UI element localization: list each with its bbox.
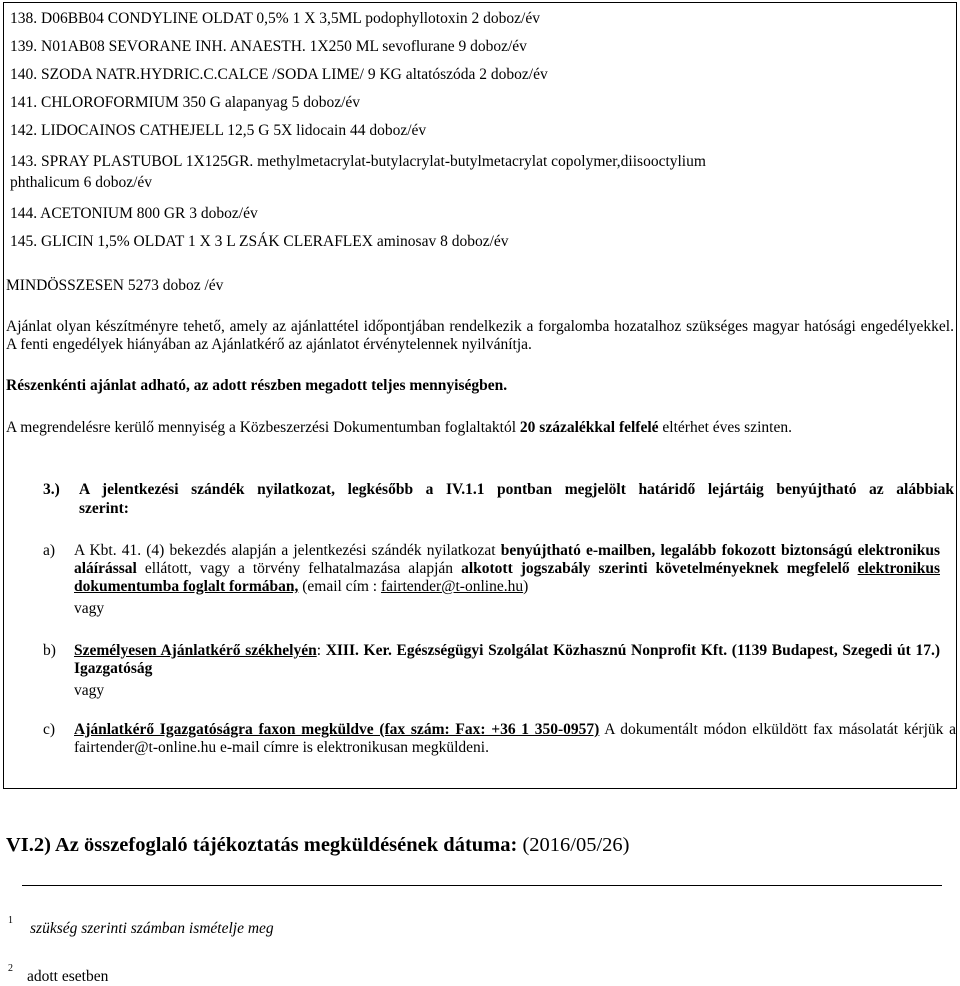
section-number: 3.) [43,481,60,498]
list-item: 145. GLICIN 1,5% OLDAT 1 X 3 L ZSÁK CLERAFLEX aminosav 8 doboz/év [10,233,509,250]
offer-paragraph: Ajánlat olyan készítményre tehető, amely az ajánlattétel időpontjában rendelkezik a forgalomba hozatalhoz szükséges magyar hatósági engedélyekkel. A fenti engedélyek hiányában az Ajánlatkérő az ajánlatot érvénytelennek nyilvánítja. [6,318,954,353]
option-c-text: Ajánlatkérő Igazgatóságra faxon megküldve (fax szám: Fax: +36 1 350-0957) A dokumentált módon elküldött fax másolatát kérjük a fairtender@t-online.hu e-mail címre is elektronikusan megküldeni. [74,721,956,756]
email-link[interactable]: fairtender@t-online.hu [380,578,524,595]
option-a-text: A Kbt. 41. (4) bekezdés alapján a jelentkezési szándék nyilatkozat benyújtható e-mailben, legalább fokozott biztonságú elektronikus aláírással ellátott, vagy a törvény felhatalmazása alapján alkotott jogszabály szerinti követelményeknek megfelelő elektronikus dokumentumba foglalt formában, (email cím : fairtender@t-online.hu) [74,542,940,595]
footnote-text: szükség szerinti számban ismételje meg [30,920,274,937]
list-item: 144. ACETONIUM 800 GR 3 doboz/év [10,205,258,222]
footnote-mark: 1 [8,915,13,926]
option-label-a: a) [43,542,56,559]
list-item: 143. SPRAY PLASTUBOL 1X125GR. methylmetacrylat-butylacrylat-butylmetacrylat copolymer,diisooctylium [10,153,706,170]
or-label: vagy [74,682,105,699]
or-label: vagy [74,600,105,617]
section-heading: A jelentkezési szándék nyilatkozat, legkésőbb a IV.1.1 pontban megjelölt határidő lejártáig benyújtható az alábbiak [79,481,954,498]
option-b-text: Személyesen Ajánlatkérő székhelyén: XIII. Ker. Egészségügyi Szolgálat Közhasznú Nonprofit Kft. (1139 Budapest, Szegedi út 17.) Igazgatóság [74,642,941,677]
option-label-c: c) [43,721,56,738]
list-item-continuation: phthalicum 6 doboz/év [10,174,153,191]
list-item: 141. CHLOROFORMIUM 350 G alapanyag 5 doboz/év [10,94,361,111]
footnote-mark: 2 [8,963,13,974]
total-quantity: MINDÖSSZESEN 5273 doboz /év [6,277,224,294]
footnote-text: adott esetben [27,968,109,985]
summary-date-line: VI.2) Az összefoglaló tájékoztatás megküldésének dátuma: (2016/05/26) [6,834,630,856]
quantity-paragraph: A megrendelésre kerülő mennyiség a Közbeszerzési Dokumentumban foglaltaktól 20 százalékkal felfelé eltérhet éves szinten. [6,419,792,436]
partial-offer-note: Részenkénti ajánlat adható, az adott részben megadott teljes mennyiségben. [6,377,508,394]
section-heading-cont: szerint: [79,500,129,517]
footnote-separator [22,885,942,886]
option-label-b: b) [43,642,56,659]
list-item: 138. D06BB04 CONDYLINE OLDAT 0,5% 1 X 3,5ML podophyllotoxin 2 doboz/év [10,10,540,27]
list-item: 139. N01AB08 SEVORANE INH. ANAESTH. 1X250 ML sevoflurane 9 doboz/év [10,38,527,55]
list-item: 142. LIDOCAINOS CATHEJELL 12,5 G 5X lidocain 44 doboz/év [10,122,427,139]
list-item: 140. SZODA NATR.HYDRIC.C.CALCE /SODA LIME/ 9 KG altatószóda 2 doboz/év [10,66,548,83]
